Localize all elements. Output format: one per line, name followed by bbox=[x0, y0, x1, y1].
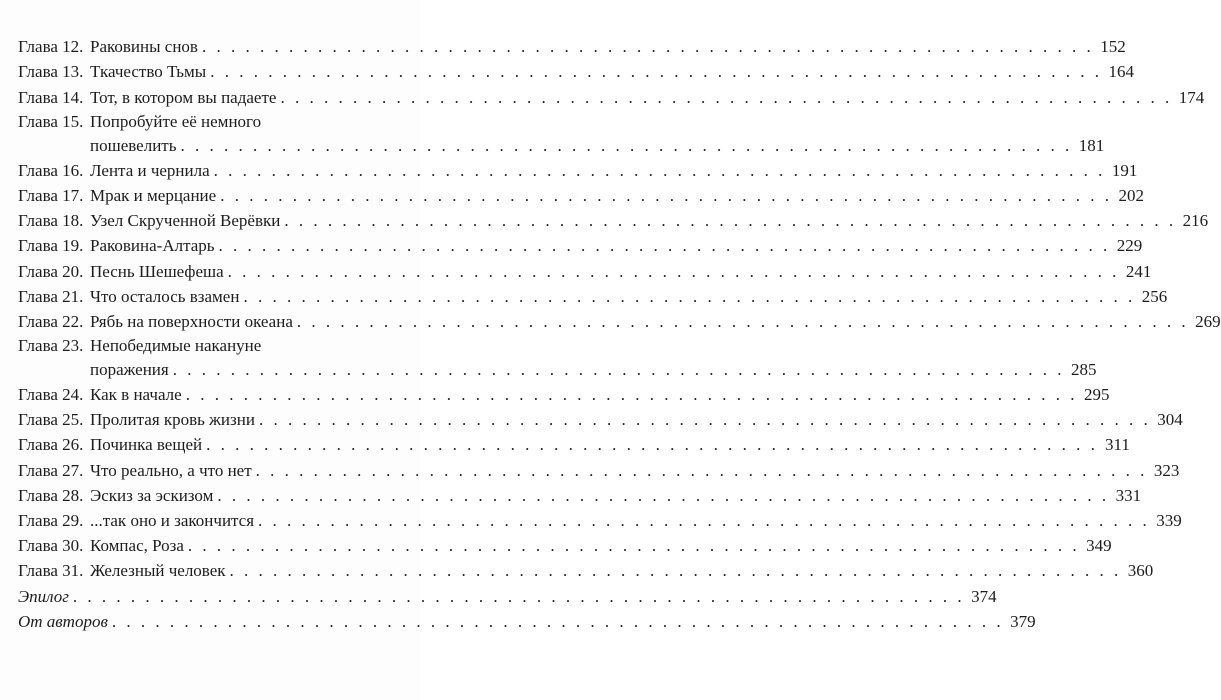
page-number: 229 bbox=[1116, 236, 1143, 256]
chapter-title: Раковина-Алтарь bbox=[90, 236, 215, 256]
chapter-number: Глава 29. bbox=[18, 511, 84, 530]
chapter-number: Глава 27. bbox=[18, 460, 84, 480]
chapter-number: Глава 21. bbox=[18, 286, 84, 306]
toc-entry-chapter-16[interactable] bbox=[18, 158, 1138, 183]
page-number: 323 bbox=[1153, 460, 1180, 480]
page-number: 311 bbox=[1104, 435, 1130, 455]
page-number: 295 bbox=[1083, 385, 1110, 405]
dot-leader bbox=[210, 60, 1102, 84]
page-number: 152 bbox=[1100, 37, 1126, 57]
chapter-number: Глава 18. bbox=[18, 211, 84, 231]
toc-entry-chapter-21[interactable] bbox=[18, 284, 1168, 309]
toc-entry-chapter-31[interactable] bbox=[18, 558, 1154, 583]
page-number: 331 bbox=[1115, 485, 1142, 505]
chapter-title: Лента и чернила bbox=[90, 160, 210, 180]
page-number: 269 bbox=[1195, 311, 1221, 331]
toc-entry-chapter-22[interactable] bbox=[18, 309, 1221, 334]
chapter-number: Глава 22. bbox=[18, 311, 84, 331]
dot-leader bbox=[188, 534, 1080, 558]
chapter-title: Раковины снов bbox=[90, 37, 198, 57]
dot-leader bbox=[280, 86, 1172, 110]
page-number: 360 bbox=[1127, 561, 1154, 581]
toc-entry-chapter-30[interactable] bbox=[18, 533, 1112, 558]
chapter-number: Глава 15. bbox=[18, 111, 84, 131]
page-number: 181 bbox=[1078, 135, 1105, 155]
dot-leader bbox=[219, 234, 1111, 258]
chapter-number: Глава 31. bbox=[18, 561, 84, 581]
toc-entry-chapter-20[interactable] bbox=[18, 258, 1152, 283]
chapter-number: Глава 23. bbox=[18, 335, 84, 355]
chapter-title: Эскиз за эскизом bbox=[90, 485, 214, 505]
dot-leader bbox=[202, 35, 1094, 59]
chapter-title-line-2: поражения bbox=[90, 359, 169, 379]
chapter-title: Железный человек bbox=[90, 561, 226, 581]
dot-leader bbox=[243, 285, 1135, 309]
page-number: 191 bbox=[1111, 160, 1138, 180]
toc-entry-chapter-24[interactable] bbox=[18, 382, 1110, 407]
dot-leader bbox=[220, 184, 1112, 208]
page-number: 202 bbox=[1118, 185, 1144, 205]
dot-leader bbox=[112, 610, 1004, 634]
toc-entry-chapter-26[interactable] bbox=[18, 432, 1130, 457]
page-number: 339 bbox=[1156, 511, 1182, 530]
toc-entry-chapter-29[interactable] bbox=[18, 508, 1182, 533]
page-number: 304 bbox=[1157, 410, 1183, 430]
page-number: 374 bbox=[971, 586, 997, 606]
table-of-contents bbox=[18, 34, 1221, 634]
dot-leader bbox=[258, 509, 1150, 533]
toc-entry-from-authors[interactable] bbox=[18, 609, 1036, 634]
chapter-title: Что реально, а что нет bbox=[90, 460, 252, 480]
page-number: 256 bbox=[1141, 286, 1168, 306]
chapter-number: Глава 20. bbox=[18, 261, 84, 281]
epilogue-title: Эпилог bbox=[18, 586, 69, 606]
toc-entry-chapter-25[interactable] bbox=[18, 407, 1183, 432]
chapter-title: Мрак и мерцание bbox=[90, 185, 217, 205]
toc-entry-chapter-17[interactable] bbox=[18, 183, 1144, 208]
toc-entry-epilogue[interactable] bbox=[18, 583, 997, 608]
dot-leader bbox=[284, 209, 1176, 233]
chapter-number: Глава 28. bbox=[18, 485, 84, 505]
dot-leader bbox=[230, 559, 1122, 583]
page-number: 216 bbox=[1182, 211, 1209, 231]
toc-entry-chapter-27[interactable] bbox=[18, 457, 1180, 482]
chapter-title-line-1: Непобедимые накануне bbox=[90, 335, 262, 355]
dot-leader bbox=[73, 585, 965, 609]
chapter-number: Глава 14. bbox=[18, 87, 84, 107]
chapter-number: Глава 17. bbox=[18, 185, 84, 205]
toc-entry-chapter-15[interactable] bbox=[18, 110, 1105, 158]
chapter-title: Рябь на поверхности океана bbox=[90, 311, 293, 331]
from-authors-title: От авторов bbox=[18, 611, 108, 631]
chapter-title-line-1: Попробуйте её немного bbox=[90, 111, 262, 131]
toc-entry-chapter-23[interactable] bbox=[18, 334, 1097, 382]
chapter-title: Как в начале bbox=[90, 385, 182, 405]
page-number: 164 bbox=[1108, 62, 1134, 82]
dot-leader bbox=[259, 408, 1151, 432]
toc-entry-chapter-14[interactable] bbox=[18, 84, 1205, 109]
page-number: 241 bbox=[1125, 261, 1152, 281]
dot-leader bbox=[228, 260, 1120, 284]
chapter-number: Глава 16. bbox=[18, 160, 84, 180]
toc-entry-chapter-28[interactable] bbox=[18, 483, 1142, 508]
chapter-title-line-2: пошевелить bbox=[90, 135, 177, 155]
toc-entry-chapter-12[interactable] bbox=[18, 34, 1126, 59]
dot-leader bbox=[217, 484, 1109, 508]
chapter-title: Что осталось взамен bbox=[90, 286, 240, 306]
page-number: 379 bbox=[1010, 611, 1036, 631]
chapter-number: Глава 19. bbox=[18, 236, 84, 256]
page-number: 174 bbox=[1178, 87, 1205, 107]
chapter-title: Починка вещей bbox=[90, 435, 203, 455]
toc-entry-chapter-19[interactable] bbox=[18, 233, 1143, 258]
dot-leader bbox=[186, 383, 1078, 407]
dot-leader bbox=[214, 159, 1106, 183]
chapter-title: Пролитая кровь жизни bbox=[90, 410, 255, 430]
chapter-number: Глава 13. bbox=[18, 62, 84, 82]
chapter-number: Глава 25. bbox=[18, 410, 84, 430]
page-number: 349 bbox=[1086, 536, 1112, 556]
chapter-number: Глава 30. bbox=[18, 536, 84, 556]
toc-entry-chapter-13[interactable] bbox=[18, 59, 1134, 84]
chapter-title: Компас, Роза bbox=[90, 536, 184, 556]
chapter-number: Глава 24. bbox=[18, 385, 84, 405]
chapter-title: Песнь Шешефеша bbox=[90, 261, 224, 281]
dot-leader bbox=[297, 310, 1189, 334]
dot-leader bbox=[180, 134, 1072, 158]
toc-entry-chapter-18[interactable] bbox=[18, 208, 1209, 233]
chapter-title: ...так оно и закончится bbox=[90, 511, 255, 530]
chapter-title: Тот, в котором вы падаете bbox=[90, 87, 277, 107]
dot-leader bbox=[173, 358, 1065, 382]
chapter-number: Глава 12. bbox=[18, 37, 84, 57]
chapter-title: Узел Скрученной Верёвки bbox=[90, 211, 281, 231]
page-number: 285 bbox=[1070, 359, 1097, 379]
dot-leader bbox=[206, 433, 1098, 457]
chapter-number: Глава 26. bbox=[18, 435, 84, 455]
dot-leader bbox=[256, 459, 1148, 483]
chapter-title: Ткачество Тьмы bbox=[90, 62, 207, 82]
